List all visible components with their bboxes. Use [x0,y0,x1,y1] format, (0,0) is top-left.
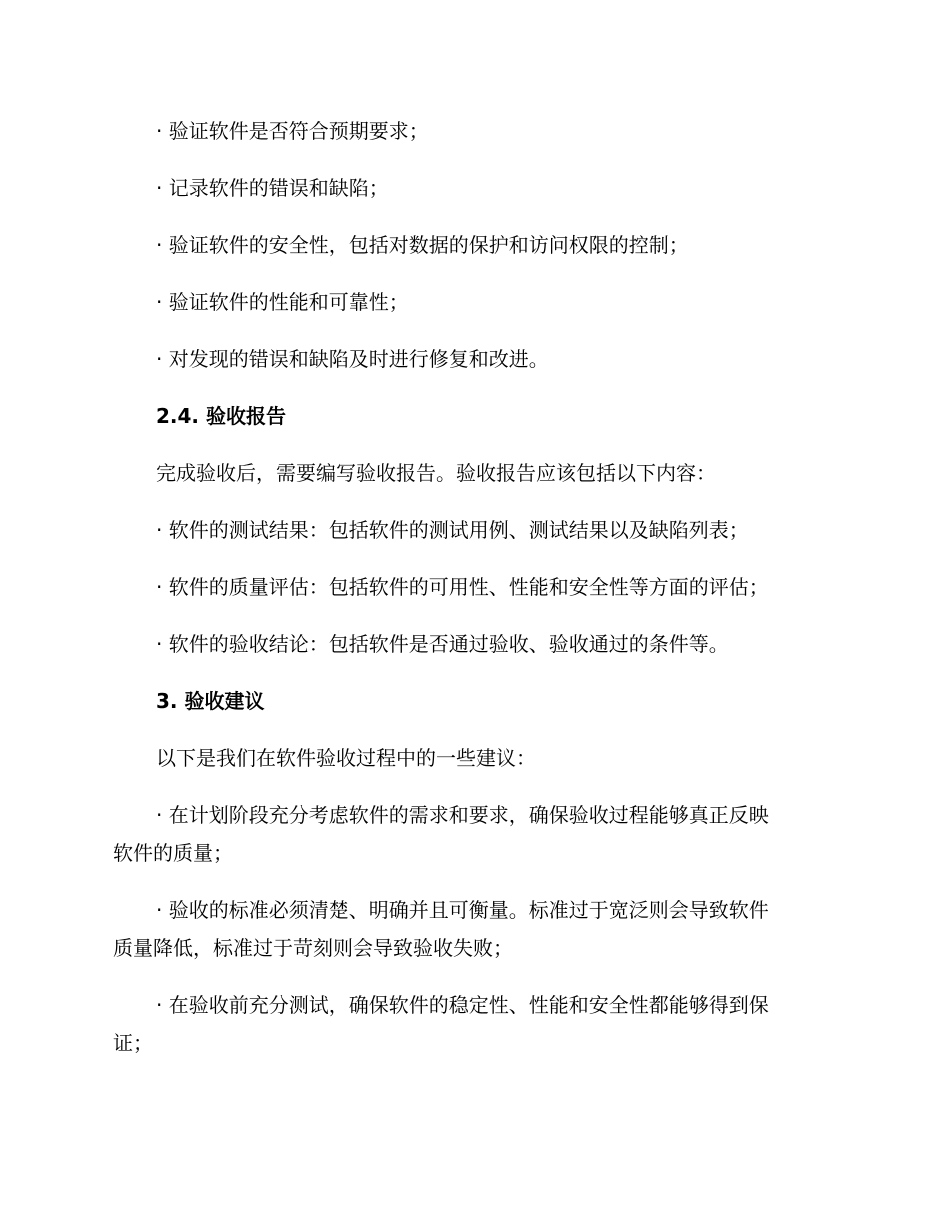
recommendation-line: · 验收的标准必须清楚、明确并且可衡量。标准过于宽泛则会导致软件 [156,898,769,922]
paragraph: 以下是我们在软件验收过程中的一些建议： [156,746,536,770]
bullet-item: · 软件的质量评估：包括软件的可用性、性能和安全性等方面的评估； [156,575,769,599]
recommendation-line: 证； [113,1031,153,1055]
bullet-item: · 验证软件是否符合预期要求； [156,119,429,143]
recommendation-item [113,891,825,967]
bullet-item: · 软件的验收结论：包括软件是否通过验收、验收通过的条件等。 [156,632,729,656]
bullet-item: · 验证软件的性能和可靠性； [156,290,409,314]
section-heading: 2.4. 验收报告 [156,404,286,428]
bullet-item: · 对发现的错误和缺陷及时进行修复和改进。 [156,347,549,371]
document-body [113,112,825,1062]
recommendation-line: 质量降低，标准过于苛刻则会导致验收失败； [113,936,513,960]
recommendation-line: · 在计划阶段充分考虑软件的需求和要求，确保验收过程能够真正反映 [156,803,769,827]
recommendation-line: · 在验收前充分测试，确保软件的稳定性、性能和安全性都能够得到保 [156,993,769,1017]
paragraph: 完成验收后，需要编写验收报告。验收报告应该包括以下内容： [156,461,716,485]
bullet-item: · 记录软件的错误和缺陷； [156,176,389,200]
bullet-item: · 验证软件的安全性，包括对数据的保护和访问权限的控制； [156,233,689,257]
recommendation-line: 软件的质量； [113,841,233,865]
bullet-item: · 软件的测试结果：包括软件的测试用例、测试结果以及缺陷列表； [156,518,749,542]
recommendation-item [113,796,825,872]
recommendation-item [113,986,825,1062]
section-heading: 3. 验收建议 [156,689,265,713]
